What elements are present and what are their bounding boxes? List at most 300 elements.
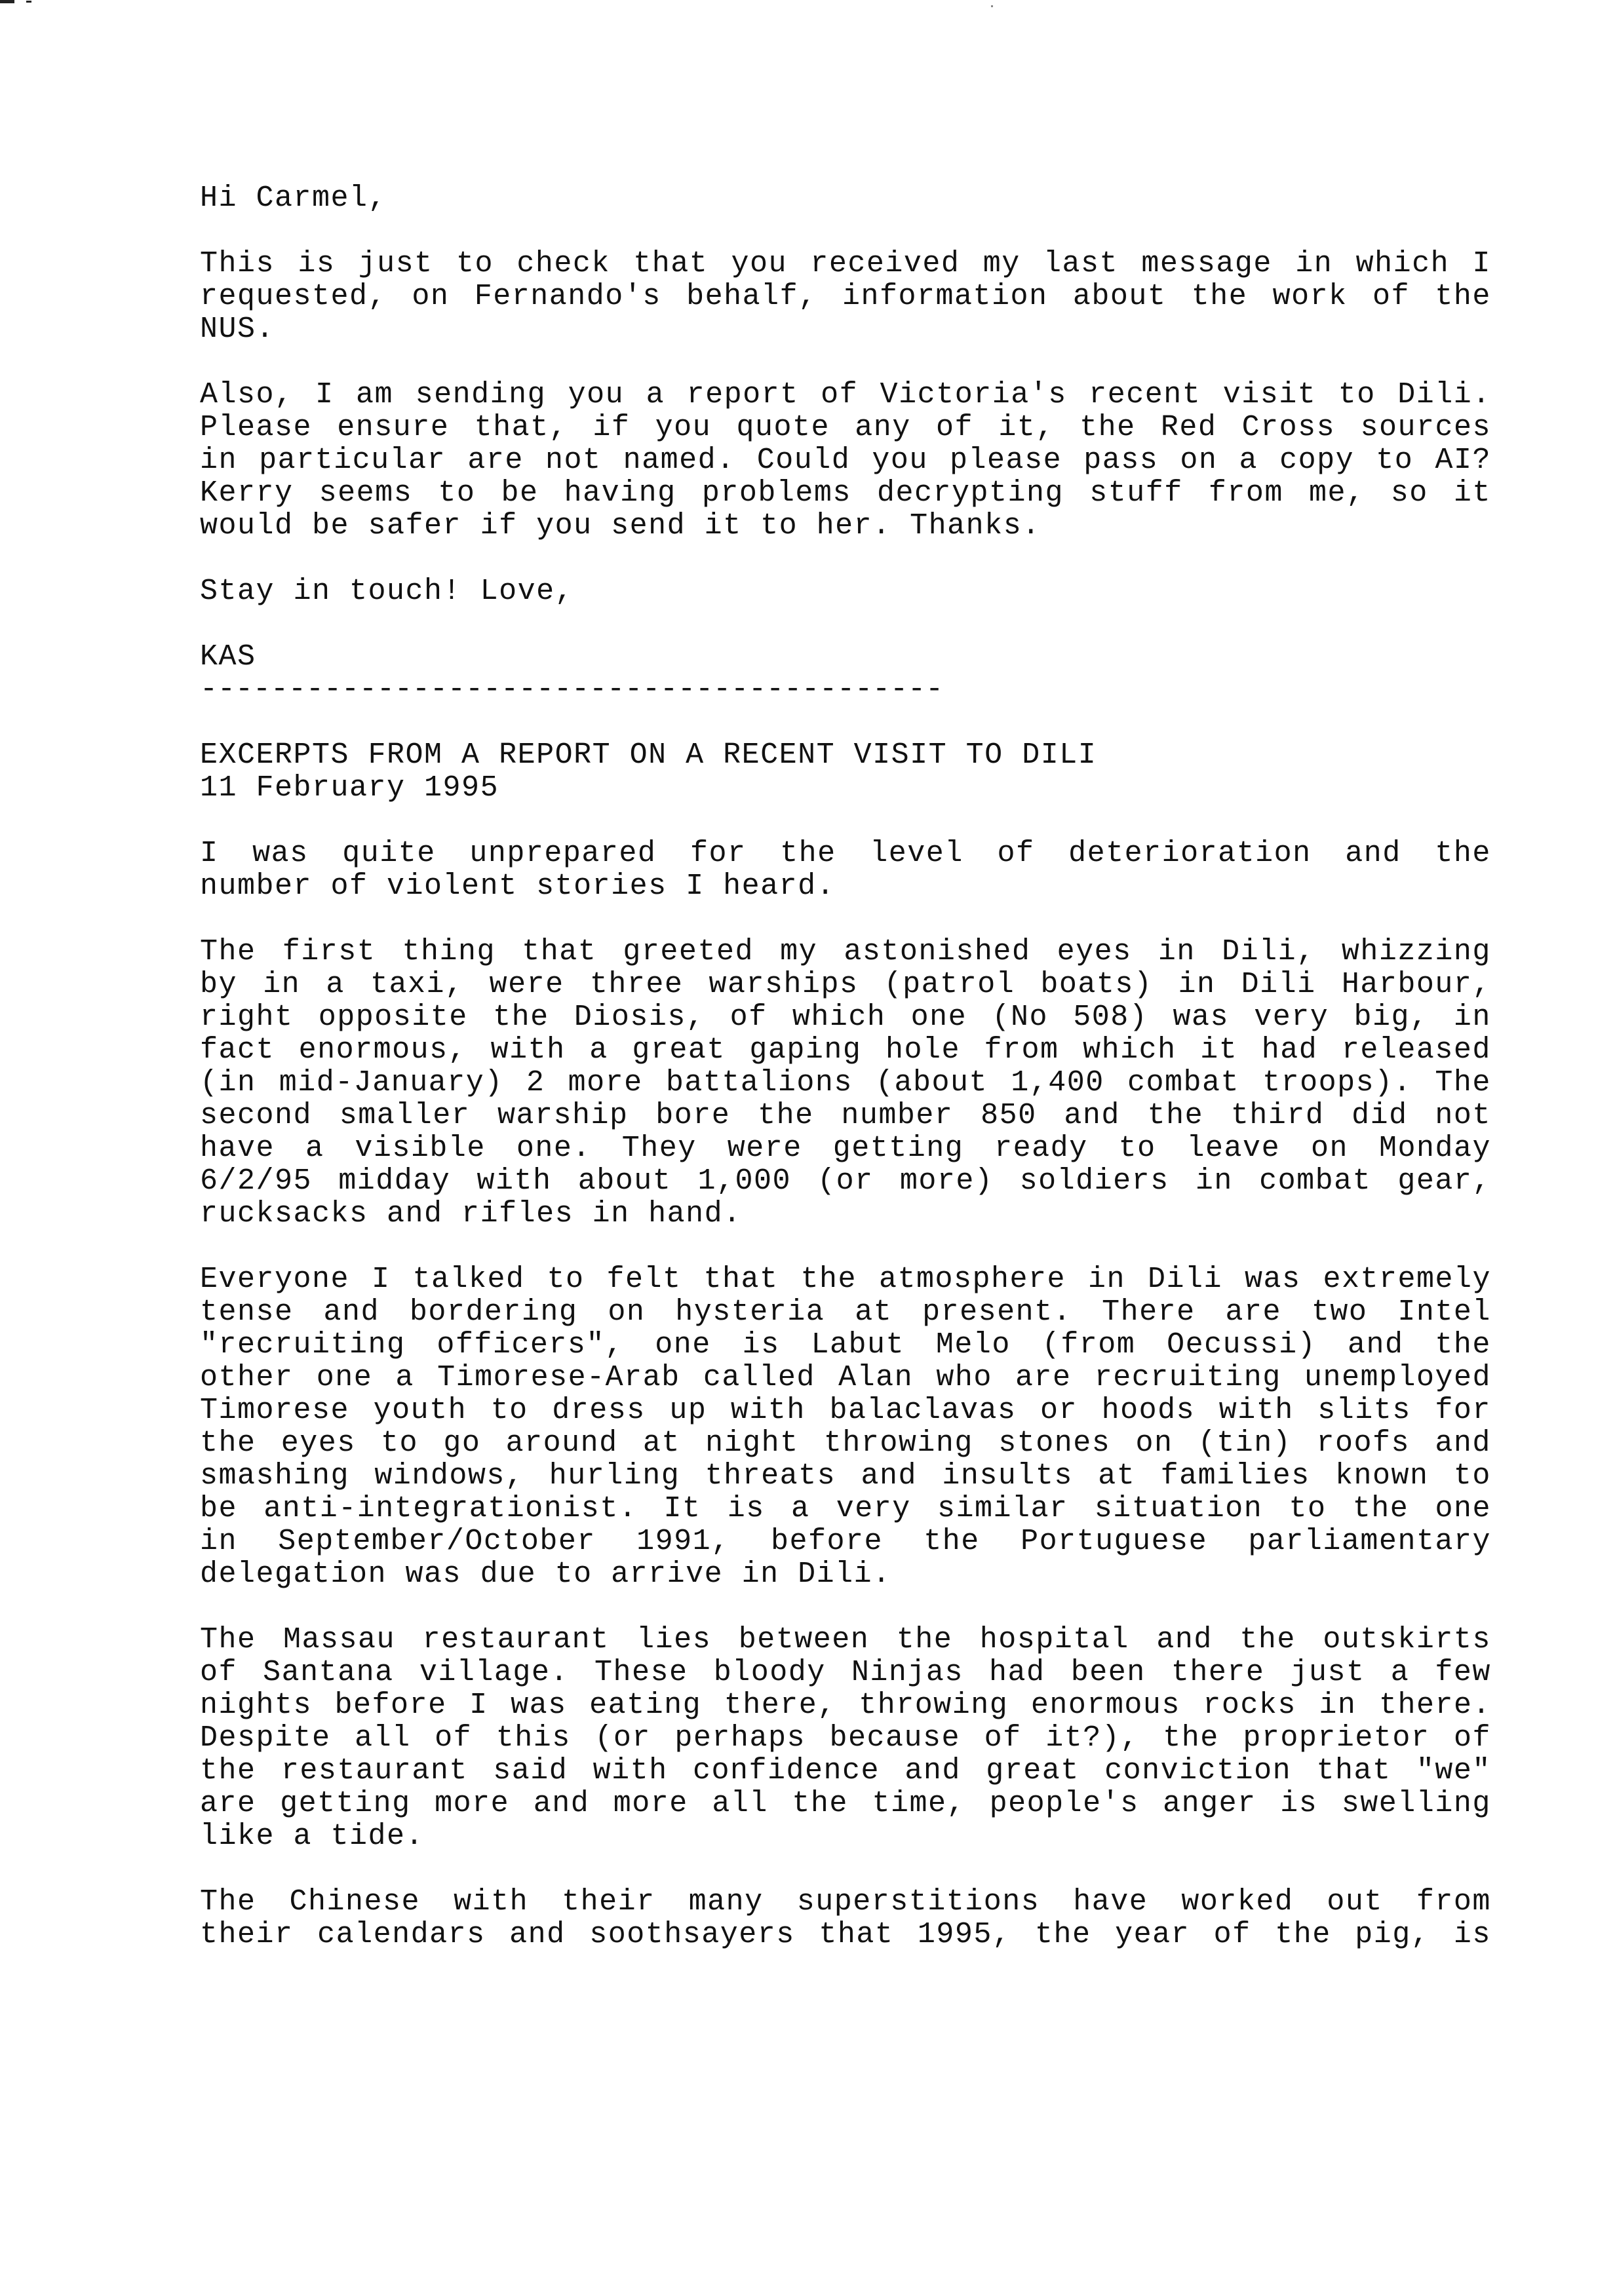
word: you bbox=[568, 378, 625, 411]
word: that bbox=[703, 1263, 779, 1296]
word: roofs bbox=[1316, 1426, 1411, 1460]
word: Alan bbox=[838, 1361, 914, 1394]
word: tense bbox=[200, 1295, 294, 1329]
word: about bbox=[577, 1164, 672, 1198]
word: not bbox=[545, 444, 602, 477]
word: on bbox=[412, 280, 450, 313]
word: to bbox=[1338, 378, 1376, 411]
word: this bbox=[496, 1721, 571, 1755]
word: slits bbox=[1317, 1394, 1411, 1427]
word: in bbox=[200, 444, 238, 477]
word: Fernando's bbox=[474, 280, 661, 313]
word: the bbox=[800, 1263, 857, 1296]
word: to bbox=[1118, 1132, 1156, 1165]
word: great bbox=[632, 1033, 726, 1067]
word: The bbox=[200, 1623, 256, 1656]
word: confidence bbox=[693, 1754, 880, 1788]
word: one bbox=[316, 1361, 373, 1394]
word: many bbox=[688, 1885, 764, 1919]
word: at bbox=[1098, 1459, 1136, 1493]
word: for bbox=[1435, 1394, 1491, 1427]
word: Please bbox=[200, 411, 313, 444]
word: third bbox=[1230, 1099, 1325, 1132]
word: Red bbox=[1160, 411, 1217, 444]
word: getting bbox=[280, 1787, 411, 1820]
word: gaping bbox=[749, 1033, 862, 1067]
word: smashing bbox=[200, 1459, 350, 1493]
word: to bbox=[490, 1394, 528, 1427]
word: a bbox=[305, 1132, 324, 1165]
word: just bbox=[358, 247, 433, 280]
word: midday bbox=[338, 1164, 451, 1198]
word: Labut bbox=[811, 1328, 905, 1362]
word: level bbox=[870, 837, 963, 870]
word: Massau bbox=[283, 1623, 396, 1656]
word: and bbox=[1435, 1426, 1491, 1460]
word: if bbox=[593, 411, 631, 444]
report-line bbox=[200, 1001, 1491, 1034]
word: report bbox=[686, 378, 799, 411]
word: had bbox=[1261, 1033, 1318, 1067]
word: one bbox=[655, 1328, 711, 1362]
word: Intel bbox=[1397, 1295, 1491, 1329]
word: of bbox=[821, 378, 859, 411]
word: conviction bbox=[1104, 1754, 1292, 1788]
letter-line bbox=[200, 477, 1491, 510]
word: because bbox=[829, 1721, 961, 1755]
word: particular bbox=[259, 444, 446, 477]
word: was bbox=[1244, 1263, 1301, 1296]
word: night bbox=[705, 1426, 799, 1460]
word: with bbox=[490, 1033, 566, 1067]
word: fact bbox=[200, 1033, 275, 1067]
word: a bbox=[1239, 444, 1258, 477]
word: that bbox=[522, 935, 597, 968]
word: enormous, bbox=[298, 1033, 467, 1067]
word: families bbox=[1160, 1459, 1310, 1493]
word: similar bbox=[937, 1492, 1068, 1525]
word: work bbox=[1272, 280, 1348, 313]
word: the bbox=[792, 1787, 848, 1820]
word: up bbox=[669, 1394, 707, 1427]
word: from bbox=[984, 1033, 1059, 1067]
word: very bbox=[1254, 1001, 1329, 1034]
word: of bbox=[936, 411, 974, 444]
letter-greeting: Hi Carmel, bbox=[200, 182, 387, 215]
word: great bbox=[986, 1754, 1080, 1788]
report-line bbox=[200, 1919, 1491, 1951]
word: with bbox=[454, 1885, 529, 1919]
word: have bbox=[1073, 1885, 1148, 1919]
word: Also, bbox=[200, 378, 294, 411]
word: few bbox=[1435, 1656, 1491, 1689]
word: Dili. bbox=[1397, 378, 1491, 411]
word: me, bbox=[1309, 476, 1365, 510]
word: thing bbox=[402, 935, 496, 968]
word: a bbox=[395, 1361, 414, 1394]
word: before bbox=[770, 1525, 883, 1558]
word: swelling bbox=[1341, 1787, 1491, 1820]
word: dress bbox=[552, 1394, 646, 1427]
report-paragraph bbox=[200, 1263, 1491, 1591]
word: Dili, bbox=[1222, 935, 1315, 968]
word: present. bbox=[922, 1295, 1072, 1329]
word: is bbox=[727, 1492, 765, 1525]
report-title: EXCERPTS FROM A REPORT ON A RECENT VISIT TO DILI bbox=[200, 738, 1097, 772]
word: one bbox=[1435, 1492, 1491, 1525]
word: a bbox=[646, 378, 665, 411]
word: They bbox=[621, 1132, 697, 1165]
report-line bbox=[200, 1034, 1491, 1067]
word: I bbox=[1472, 247, 1491, 280]
letter-line bbox=[200, 411, 1491, 444]
word: time, bbox=[872, 1787, 966, 1820]
word: in bbox=[1453, 1001, 1491, 1034]
word: anti-integrationist. bbox=[263, 1492, 638, 1525]
word: with bbox=[730, 1394, 806, 1427]
word: ensure bbox=[337, 411, 450, 444]
report-line bbox=[200, 1296, 1491, 1329]
word: combat bbox=[1127, 1066, 1239, 1100]
word: check bbox=[516, 247, 610, 280]
word: Dili bbox=[1147, 1263, 1222, 1296]
word: soldiers bbox=[1019, 1164, 1169, 1198]
word: I bbox=[315, 378, 334, 411]
word: a bbox=[589, 1033, 608, 1067]
word: Monday bbox=[1378, 1132, 1491, 1165]
word: are bbox=[1225, 1295, 1282, 1329]
word: the bbox=[780, 837, 836, 870]
word: unprepared bbox=[469, 837, 657, 870]
word: Ninjas bbox=[851, 1656, 963, 1689]
word: so bbox=[1390, 476, 1428, 510]
word: of bbox=[1453, 1721, 1491, 1755]
word: any bbox=[855, 411, 911, 444]
report-line bbox=[200, 1689, 1491, 1722]
letter-paragraph bbox=[200, 248, 1491, 346]
word: hysteria bbox=[675, 1295, 825, 1329]
word: 508) bbox=[1073, 1001, 1148, 1034]
word: and bbox=[533, 1787, 590, 1820]
word: worked bbox=[1181, 1885, 1294, 1919]
report-paragraph bbox=[200, 837, 1491, 903]
word: the bbox=[493, 1001, 549, 1034]
report-line bbox=[200, 1132, 1491, 1165]
word: warships bbox=[709, 968, 859, 1001]
letter-line: would be safer if you send it to her. Thanks. bbox=[200, 509, 1041, 543]
word: have bbox=[200, 1132, 275, 1165]
word: to bbox=[456, 247, 494, 280]
word: September/October bbox=[278, 1525, 596, 1558]
word: opposite bbox=[318, 1001, 468, 1034]
word: said bbox=[493, 1754, 568, 1788]
word: Harbour, bbox=[1341, 968, 1491, 1001]
word: leave bbox=[1186, 1132, 1281, 1165]
word: quite bbox=[342, 837, 436, 870]
report-line bbox=[200, 1263, 1491, 1296]
word: three bbox=[589, 968, 684, 1001]
word: you bbox=[655, 411, 712, 444]
word: Timorese bbox=[200, 1394, 350, 1427]
word: Kerry bbox=[200, 476, 294, 510]
scan-mark bbox=[26, 1, 31, 3]
word: (or bbox=[594, 1721, 651, 1755]
letter-line bbox=[200, 444, 1491, 477]
word: the bbox=[1435, 280, 1491, 313]
letter-signature: KAS bbox=[200, 640, 256, 674]
word: eyes bbox=[1057, 935, 1132, 968]
word: you bbox=[731, 247, 788, 280]
word: enormous bbox=[1030, 1689, 1180, 1722]
word: sending bbox=[415, 378, 547, 411]
word: there, bbox=[724, 1689, 836, 1722]
word: from bbox=[1208, 476, 1283, 510]
word: that, bbox=[474, 411, 568, 444]
word: of bbox=[730, 1001, 768, 1034]
word: a bbox=[326, 968, 345, 1001]
word: for bbox=[690, 837, 747, 870]
word: 1995, bbox=[917, 1918, 1011, 1951]
word: go bbox=[443, 1426, 481, 1460]
word: right bbox=[200, 1001, 294, 1034]
word: Timorese-Arab bbox=[437, 1361, 680, 1394]
word: other bbox=[200, 1361, 294, 1394]
word: first bbox=[282, 935, 376, 968]
word: getting bbox=[832, 1132, 964, 1165]
word: in bbox=[1295, 247, 1333, 280]
word: am bbox=[356, 378, 394, 411]
word: are bbox=[1015, 1361, 1072, 1394]
word: in bbox=[1319, 1689, 1357, 1722]
word: (patrol bbox=[884, 968, 1015, 1001]
word: last bbox=[1043, 247, 1119, 280]
word: I bbox=[200, 837, 219, 870]
report-line bbox=[200, 1362, 1491, 1394]
word: to bbox=[438, 476, 476, 510]
word: These bbox=[594, 1656, 688, 1689]
word: perhaps bbox=[674, 1721, 806, 1755]
word: please bbox=[950, 444, 1062, 477]
word: is bbox=[298, 247, 336, 280]
letter-paragraph bbox=[200, 379, 1491, 543]
word: troops). bbox=[1262, 1066, 1412, 1100]
letter-line bbox=[200, 248, 1491, 280]
word: on bbox=[1180, 444, 1218, 477]
word: to bbox=[1289, 1492, 1327, 1525]
word: greeted bbox=[623, 935, 754, 968]
word: be bbox=[501, 476, 539, 510]
word: warship bbox=[497, 1099, 629, 1132]
word: hospital bbox=[979, 1623, 1129, 1656]
word: AI? bbox=[1435, 444, 1491, 477]
report-line bbox=[200, 1165, 1491, 1198]
word: who bbox=[936, 1361, 992, 1394]
word: it bbox=[1453, 476, 1491, 510]
report-paragraph bbox=[200, 936, 1491, 1231]
word: visit bbox=[1222, 378, 1317, 411]
word: superstitions bbox=[796, 1885, 1040, 1919]
word: or bbox=[1040, 1394, 1078, 1427]
word: restaurant bbox=[281, 1754, 468, 1788]
report-line bbox=[200, 1394, 1491, 1427]
word: of bbox=[1213, 1918, 1251, 1951]
word: in bbox=[1195, 1164, 1233, 1198]
word: balaclavas bbox=[829, 1394, 1017, 1427]
word: of bbox=[1372, 280, 1411, 313]
word: two bbox=[1311, 1295, 1368, 1329]
word: soothsayers bbox=[589, 1918, 795, 1951]
word: information bbox=[842, 280, 1048, 313]
word: outskirts bbox=[1323, 1623, 1491, 1656]
letter-line: NUS. bbox=[200, 313, 275, 346]
word: restaurant bbox=[422, 1623, 610, 1656]
word: deterioration bbox=[1068, 837, 1312, 870]
word: unemployed bbox=[1304, 1361, 1491, 1394]
word: at bbox=[642, 1426, 680, 1460]
report-line bbox=[200, 1067, 1491, 1100]
word: hole bbox=[885, 1033, 960, 1067]
word: bordering bbox=[409, 1295, 578, 1329]
word: second bbox=[200, 1099, 313, 1132]
letter-line bbox=[200, 379, 1491, 411]
word: rocks bbox=[1203, 1689, 1296, 1722]
word: Santana bbox=[263, 1656, 394, 1689]
word: anger bbox=[1163, 1787, 1256, 1820]
report-line bbox=[200, 1886, 1491, 1919]
word: was bbox=[1173, 1001, 1229, 1034]
word: "we" bbox=[1416, 1754, 1491, 1788]
word: in bbox=[263, 968, 301, 1001]
word: in bbox=[1178, 968, 1216, 1001]
word: a bbox=[1390, 1656, 1410, 1689]
word: lies bbox=[636, 1623, 712, 1656]
word: it bbox=[1200, 1033, 1238, 1067]
word: Diosis, bbox=[574, 1001, 705, 1034]
word: about bbox=[1072, 280, 1167, 313]
word: my bbox=[983, 247, 1021, 280]
word: between bbox=[738, 1623, 870, 1656]
word: were bbox=[727, 1132, 802, 1165]
word: sources bbox=[1360, 411, 1491, 444]
word: the bbox=[200, 1754, 256, 1788]
word: Victoria's bbox=[880, 378, 1067, 411]
word: and bbox=[861, 1459, 918, 1493]
word: seems bbox=[319, 476, 413, 510]
word: my bbox=[780, 935, 818, 968]
word: smaller bbox=[339, 1099, 471, 1132]
report-paragraph bbox=[200, 1886, 1491, 1951]
report-paragraph bbox=[200, 1624, 1491, 1853]
word: released bbox=[1341, 1033, 1491, 1067]
word: one. bbox=[516, 1132, 591, 1165]
word: named. bbox=[623, 444, 735, 477]
word: out bbox=[1327, 1885, 1383, 1919]
report-line bbox=[200, 1656, 1491, 1689]
word: officers", bbox=[437, 1328, 624, 1362]
word: hurling bbox=[549, 1459, 680, 1493]
word: eyes bbox=[281, 1426, 356, 1460]
word: village. bbox=[419, 1656, 569, 1689]
report-line bbox=[200, 1100, 1491, 1132]
word: windows, bbox=[374, 1459, 524, 1493]
word: "recruiting bbox=[200, 1328, 406, 1362]
word: of bbox=[435, 1721, 473, 1755]
word: from bbox=[1416, 1885, 1491, 1919]
word: and bbox=[905, 1754, 961, 1788]
word: received bbox=[810, 247, 960, 280]
word: bore bbox=[655, 1099, 731, 1132]
word: more) bbox=[899, 1164, 994, 1198]
report-line bbox=[200, 1624, 1491, 1656]
report-line bbox=[200, 936, 1491, 968]
word: in bbox=[1158, 935, 1196, 968]
scan-mark bbox=[991, 5, 993, 7]
word: whizzing bbox=[1341, 935, 1491, 968]
word: the bbox=[1239, 1623, 1296, 1656]
word: very bbox=[836, 1492, 911, 1525]
word: be bbox=[200, 1492, 238, 1525]
word: recent bbox=[1089, 378, 1201, 411]
document-body bbox=[200, 182, 1491, 1951]
word: it?), bbox=[1045, 1721, 1139, 1755]
word: of bbox=[984, 1721, 1022, 1755]
word: there. bbox=[1378, 1689, 1491, 1722]
word: is bbox=[742, 1328, 780, 1362]
word: which bbox=[1355, 247, 1450, 280]
word: There bbox=[1102, 1295, 1196, 1329]
report-date: 11 February 1995 bbox=[200, 771, 499, 805]
word: combat bbox=[1259, 1164, 1372, 1198]
word: been bbox=[1070, 1656, 1146, 1689]
word: their bbox=[562, 1885, 655, 1919]
report-line bbox=[200, 1755, 1491, 1788]
word: called bbox=[703, 1361, 815, 1394]
word: it, bbox=[998, 411, 1055, 444]
word: the bbox=[1191, 280, 1248, 313]
word: and bbox=[1348, 1328, 1404, 1362]
word: gear, bbox=[1397, 1164, 1491, 1198]
word: proprietor bbox=[1243, 1721, 1430, 1755]
word: problems bbox=[701, 476, 851, 510]
word: (from bbox=[1041, 1328, 1136, 1362]
word: the bbox=[1352, 1492, 1409, 1525]
word: behalf, bbox=[686, 280, 817, 313]
word: threats bbox=[705, 1459, 836, 1493]
word: having bbox=[564, 476, 676, 510]
word: I bbox=[372, 1263, 391, 1296]
word: This bbox=[200, 247, 275, 280]
word: (tin) bbox=[1197, 1426, 1292, 1460]
word: with bbox=[593, 1754, 668, 1788]
word: on bbox=[1311, 1132, 1349, 1165]
word: and bbox=[1064, 1099, 1120, 1132]
word: astonished bbox=[844, 935, 1031, 968]
word: The bbox=[1435, 1066, 1491, 1100]
word: (or bbox=[817, 1164, 874, 1198]
word: I bbox=[469, 1689, 488, 1722]
word: the bbox=[758, 1099, 814, 1132]
word: ready bbox=[994, 1132, 1088, 1165]
word: nights bbox=[200, 1689, 313, 1722]
report-line bbox=[200, 1722, 1491, 1755]
word: insults bbox=[942, 1459, 1073, 1493]
word: mid-January) bbox=[279, 1066, 503, 1100]
word: and bbox=[1345, 837, 1401, 870]
word: is bbox=[1453, 1918, 1491, 1951]
separator-line: ------------------------------------------ bbox=[200, 673, 944, 706]
word: 1,000 bbox=[697, 1164, 791, 1198]
word: throwing bbox=[859, 1689, 1009, 1722]
